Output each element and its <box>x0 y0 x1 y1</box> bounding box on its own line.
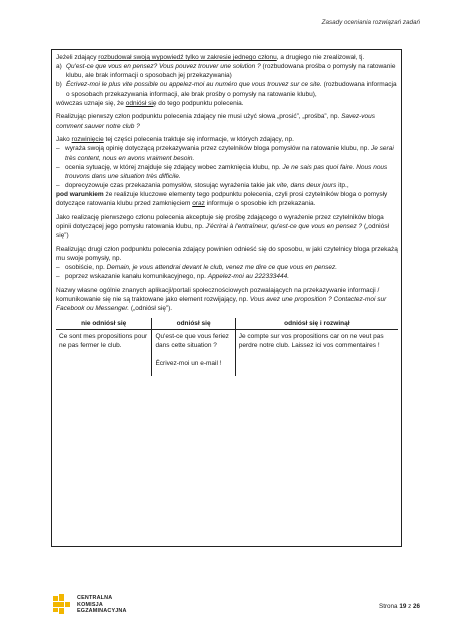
text: , a drugiego nie zrealizował, tj. <box>276 54 365 61</box>
text: tej części polecenia traktuje się informacje, w których zdający, np. <box>103 136 294 144</box>
option-b <box>56 80 398 98</box>
table-header: nie odniósł się <box>56 318 152 330</box>
text: Strona <box>379 603 400 610</box>
paragraph-2 <box>56 112 398 130</box>
dash-marker: – <box>56 163 60 171</box>
text: itp., <box>336 182 349 190</box>
french-quote: Demain, je vous attendrai devant le club, venez me dire ce que vous en pensez. <box>106 264 338 272</box>
paragraph-1-end <box>56 99 398 108</box>
paragraph-4 <box>56 190 398 208</box>
list-item <box>56 181 398 190</box>
text: do tego podpunktu polecenia. <box>156 99 244 107</box>
cke-logo-icon <box>53 594 73 616</box>
french-quote: Je ne sais pas quoi faire. Nous nous trouvons dans une situation très difficile. <box>65 163 388 180</box>
text: (rozbudowana prośba o pomysły na ratowanie klubu, ale brak informacji o sposobach jej przekazywania) <box>66 63 396 80</box>
option-a <box>56 62 398 80</box>
page-header-title: Zasady oceniania rozwiązań zadań <box>321 19 420 26</box>
list-item <box>56 272 398 281</box>
text: doprecyzowuje czas przekazania pomysłów, stosując wyrażenia takie jak <box>65 182 277 190</box>
table-header: odniósł się i rozwinął <box>235 318 398 330</box>
current-page: 19 <box>399 603 407 610</box>
option-marker: a) <box>56 63 62 71</box>
total-pages: 26 <box>412 603 420 610</box>
text: (rozbudowana informacja o sposobach przekazywania informacji, ale brak prośby o pomysły na ratowanie klubu), <box>66 81 397 98</box>
table-row <box>56 329 398 376</box>
french-quote: Écrivez-moi le plus vite possible ou appelez-moi au numéro que vous trouvez sur ce site. <box>66 81 322 89</box>
cell-text: Qu'est-ce que vous feriez dans cette situation ? <box>155 332 229 349</box>
dash-marker: – <box>56 182 60 190</box>
text: Jako <box>56 136 72 144</box>
content-area <box>56 53 398 376</box>
paragraph-7 <box>56 286 398 313</box>
table-cell: Je compte sur vos propositions car on ne veut pas perdre notre club. Laissez ici vos commentaires ! <box>238 332 384 349</box>
french-quote: J'écrirai à l'entraîneur, qu'est-ce que vous en pensez ? <box>205 223 363 231</box>
text: („odniósł się”). <box>129 305 173 313</box>
list-item <box>56 144 398 162</box>
french-quote: Qu'est-ce que vous en pensez? Vous pouvez trouver une solution ? <box>66 63 261 71</box>
page-number <box>379 603 420 610</box>
underlined-text: odniósł się <box>125 99 157 107</box>
cke-logo <box>53 594 127 616</box>
underlined-text: rozwinięcie <box>71 136 104 144</box>
table-cell <box>152 329 235 376</box>
text: Jako realizację pierwszego członu polecenia akceptuje się prośbę zdającego o wyrażenie przez czytelników bloga opinii dotyczącej jego pomysłu ratowania klubu, np. <box>56 214 384 231</box>
cke-logo-text <box>77 595 127 614</box>
option-marker: b) <box>56 81 62 89</box>
underlined-text: rozbudował swoją wypowiedź tylko w zakresie jednego członu <box>98 54 277 61</box>
logo-line: KOMISJA <box>77 601 103 608</box>
text: poprzez wskazanie kanału komunikacyjnego, np. <box>65 273 208 281</box>
french-quote: Vous avez une proposition ? Contactez-moi sur Facebook ou Messenger. <box>56 296 387 313</box>
paragraph-3 <box>56 135 398 144</box>
text: Jeżeli zdający <box>56 54 99 61</box>
table-header: odniósł się <box>152 318 235 330</box>
underlined-text: oraz <box>192 200 205 208</box>
french-quote: Appelez-moi au 222333444. <box>207 273 290 281</box>
bold-text: pod warunkiem <box>56 191 104 199</box>
dash-marker: – <box>56 273 60 281</box>
text: wówczas uznaje się, że <box>56 99 126 107</box>
examples-table <box>56 318 398 376</box>
cell-text: Écrivez-moi un e-mail ! <box>155 360 222 368</box>
dash-marker: – <box>56 264 60 272</box>
french-quote: vite, dans deux jours <box>276 182 337 190</box>
text: Nazwy własne ogólnie znanych aplikacji/portali społecznościowych pozwalających na przekazywanie informacji / komunikowanie się nie są traktowane jako element rozwijający, np. <box>56 287 380 304</box>
french-quote: Je serai très content, nous en avons vraiment besoin. <box>65 145 394 162</box>
table-header-row <box>56 318 398 330</box>
table-cell: Ce sont mes propositions pour ne pas fermer le club. <box>56 329 152 376</box>
text: („odniósł się”) <box>56 223 389 240</box>
text: Realizując pierwszy człon podpunktu polecenia zdający nie musi użyć słowa „prosić”, „prośba”, np. <box>56 113 342 121</box>
list-item <box>56 263 398 272</box>
text: z <box>406 603 413 610</box>
text: wyraża swoją opinię dotyczącą przekazywania przez czytelników bloga pomysłów na ratowanie klubu, np. <box>65 145 372 153</box>
text: informuje o sposobie ich przekazania. <box>204 200 316 208</box>
text: że realizuje kluczowe elementy tego podpunktu polecenia, czyli prosi czytelników bloga o pomysły dotyczące ratowania klubu przed zamknięciem <box>56 191 388 208</box>
dash-marker: – <box>56 145 60 153</box>
paragraph-6: Realizując drugi człon podpunktu polecenia zdający powinien odnieść się do sposobu, w jaki czytelnicy bloga przekażą mu swoje pomysły, np. <box>56 245 398 263</box>
list-item <box>56 163 398 181</box>
text: ocenia sytuację, w której znajduje się zdający wobec zamknięcia klubu, np. <box>65 163 283 171</box>
logo-line: EGZAMINACYJNA <box>77 608 127 615</box>
paragraph-1 <box>56 53 398 62</box>
text: osobiście, np. <box>65 264 107 272</box>
paragraph-5 <box>56 213 398 240</box>
french-quote: Savez-vous comment sauver notre club ? <box>56 113 376 130</box>
logo-line: CENTRALNA <box>77 595 113 602</box>
